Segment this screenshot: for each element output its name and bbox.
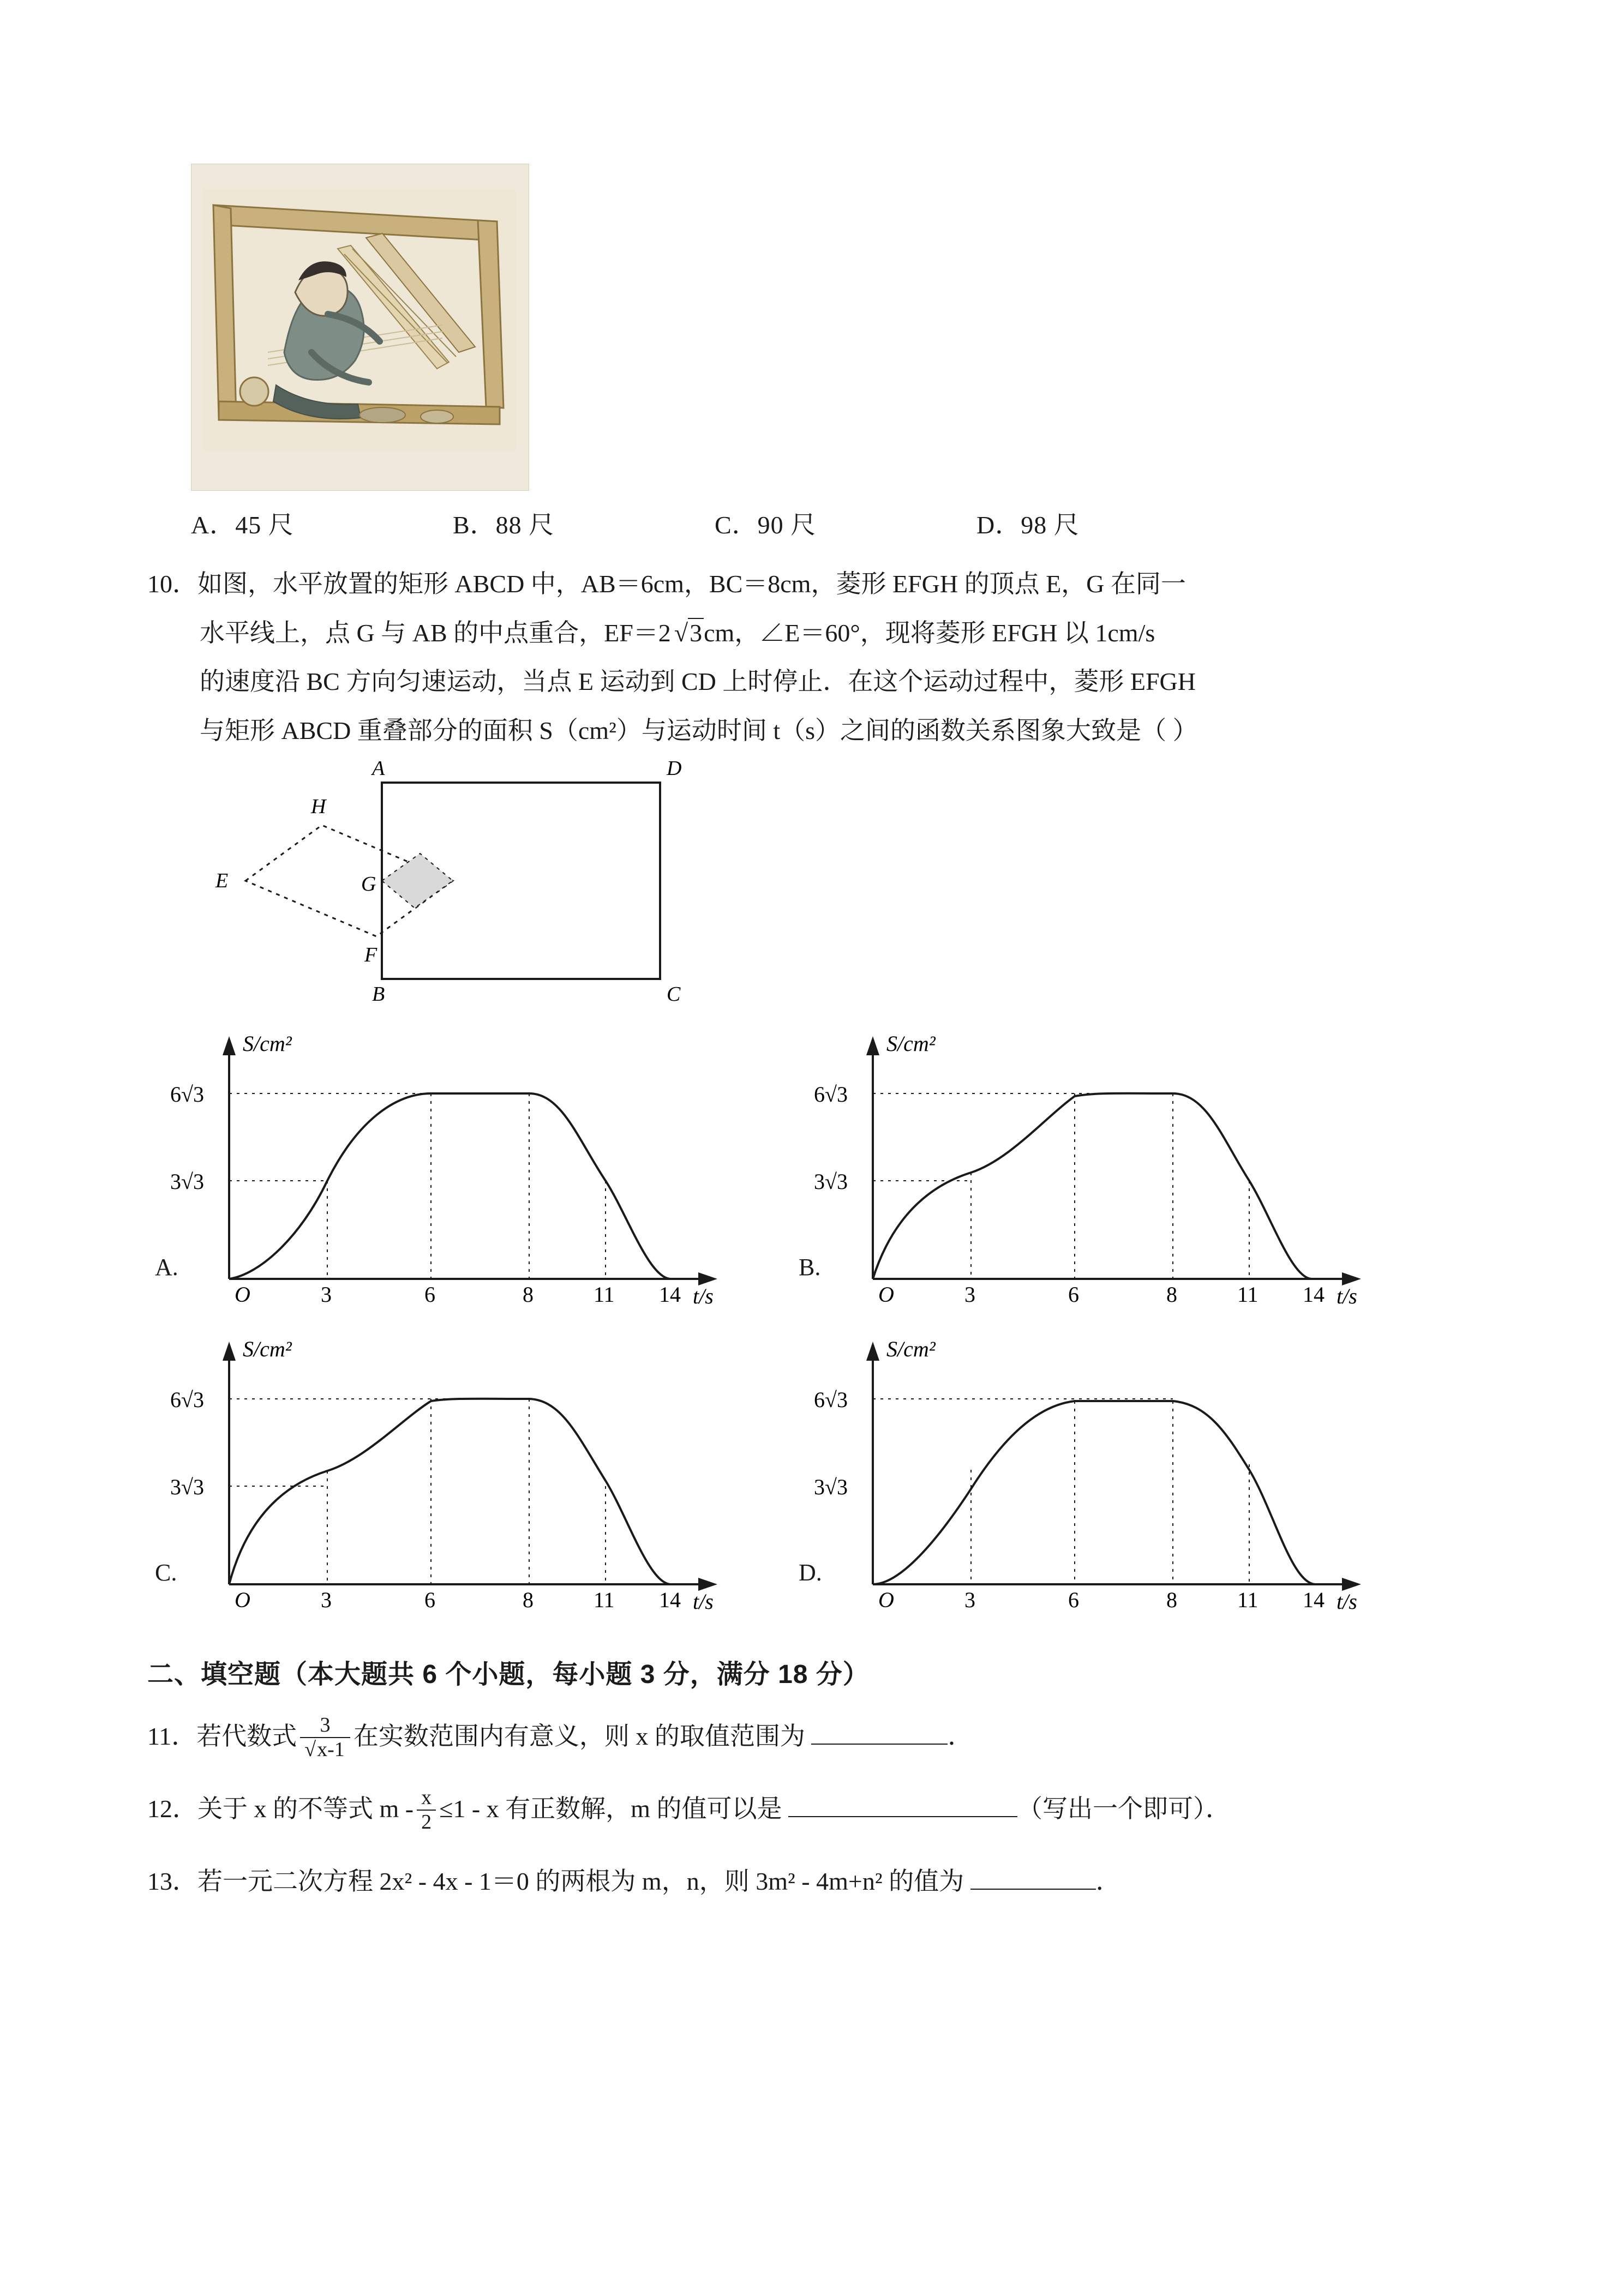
svg-text:S/cm²: S/cm² <box>243 1336 292 1361</box>
q13-text-a: 若一元二次方程 2x² - 4x - 1＝0 的两根为 m，n，则 3m² - 4m+n² 的值为 <box>197 1867 964 1895</box>
svg-text:14: 14 <box>659 1587 681 1612</box>
q12-answer-blank[interactable] <box>788 1816 1017 1817</box>
svg-text:3√3: 3√3 <box>814 1474 848 1499</box>
svg-text:3√3: 3√3 <box>170 1474 204 1499</box>
q10-answer-graphs <box>147 1023 1478 1633</box>
q12-tail: （写出一个即可）． <box>1017 1794 1231 1823</box>
ytick-6sqrt3: 6√3 <box>170 1081 204 1107</box>
label-D: D <box>667 760 682 780</box>
choice-b[interactable]: B．88 尺 <box>453 511 555 539</box>
label-E: E <box>215 869 229 892</box>
q10-line-2 <box>147 609 1478 658</box>
q11-numerator: 3 <box>320 1713 331 1736</box>
graph-c-label: C. <box>155 1559 177 1586</box>
svg-text:11: 11 <box>1237 1587 1259 1612</box>
yaxis-label: S/cm² <box>243 1031 292 1056</box>
q11-number: 11． <box>147 1722 197 1750</box>
svg-text:6√3: 6√3 <box>170 1387 204 1412</box>
label-H: H <box>311 795 326 818</box>
q9-choices <box>191 505 1478 541</box>
graph-option-a[interactable] <box>147 1023 791 1328</box>
q12-text-a: 关于 x 的不等式 m - <box>197 1794 414 1823</box>
label-B: B <box>372 982 385 1006</box>
graph-b-label: B. <box>799 1253 821 1281</box>
graph-option-d[interactable] <box>791 1328 1435 1633</box>
svg-text:6: 6 <box>1068 1282 1079 1307</box>
sqrt-3: √3 <box>671 609 704 658</box>
choice-c[interactable]: C．90 尺 <box>715 511 817 539</box>
label-C: C <box>667 982 681 1006</box>
svg-text:t/s: t/s <box>1337 1283 1357 1308</box>
question-10 <box>147 560 1478 755</box>
choice-d[interactable]: D．98 尺 <box>976 511 1080 539</box>
label-G: G <box>361 872 376 895</box>
graph-option-c[interactable] <box>147 1328 791 1633</box>
choice-a[interactable]: A．45 尺 <box>191 511 294 539</box>
q12-fraction <box>417 1786 436 1835</box>
q12-number: 12． <box>147 1794 197 1823</box>
svg-text:3: 3 <box>964 1587 975 1612</box>
svg-text:11: 11 <box>1237 1282 1259 1307</box>
q11-denominator: √x-1 <box>300 1737 350 1762</box>
question-11 <box>147 1712 1478 1763</box>
svg-text:6: 6 <box>424 1587 435 1612</box>
page-content <box>147 164 1478 1905</box>
section-2-heading: 二、填空题（本大题共 6 个小题，每小题 3 分，满分 18 分） <box>147 1660 870 1689</box>
svg-text:3√3: 3√3 <box>814 1169 848 1194</box>
svg-text:6√3: 6√3 <box>814 1387 848 1412</box>
svg-text:8: 8 <box>523 1587 534 1612</box>
radicand-3: 3 <box>688 618 704 647</box>
graph-row-1 <box>147 1023 1478 1328</box>
question-13 <box>147 1858 1478 1905</box>
q10-text-2b: cm，∠E＝60°，现将菱形 EFGH 以 1cm/s <box>704 618 1155 647</box>
ytick-3sqrt3: 3√3 <box>170 1169 204 1194</box>
q13-tail: ． <box>1095 1867 1121 1895</box>
label-F: F <box>364 943 377 966</box>
svg-text:6: 6 <box>1068 1587 1079 1612</box>
svg-text:O: O <box>235 1587 250 1612</box>
question-12 <box>147 1785 1478 1836</box>
svg-text:S/cm²: S/cm² <box>886 1336 936 1361</box>
xaxis-label: t/s <box>693 1283 714 1308</box>
xtick-11: 11 <box>594 1282 615 1307</box>
svg-text:8: 8 <box>1166 1282 1177 1307</box>
svg-text:6√3: 6√3 <box>814 1081 848 1107</box>
svg-text:11: 11 <box>594 1587 615 1612</box>
xtick-6: 6 <box>424 1282 435 1307</box>
q11-tail: ． <box>948 1722 973 1750</box>
svg-text:8: 8 <box>1166 1587 1177 1612</box>
q10-geometry-figure <box>147 761 1478 1017</box>
xtick-8: 8 <box>523 1282 534 1307</box>
loom-drawing <box>202 189 516 450</box>
q12-text-b: ≤1 - x 有正数解，m 的值可以是 <box>439 1794 782 1823</box>
q10-line-4: 与矩形 ABCD 重叠部分的面积 S（cm²）与运动时间 t（s）之间的函数关系图象大致是（ ） <box>200 717 1198 745</box>
graph-option-b[interactable] <box>791 1023 1435 1328</box>
graph-row-2 <box>147 1328 1478 1633</box>
svg-text:3: 3 <box>321 1587 332 1612</box>
q11-answer-blank[interactable] <box>811 1744 948 1745</box>
q12-numerator: x <box>421 1786 432 1809</box>
q10-number: 10． <box>147 570 197 598</box>
rectangle-rhombus-diagram <box>147 761 856 1017</box>
q13-number: 13． <box>147 1867 197 1895</box>
q10-line-3: 的速度沿 BC 方向匀速运动，当点 E 运动到 CD 上时停止．在这个运动过程中，菱形 EFGH <box>200 668 1196 696</box>
graph-a-label: A. <box>155 1253 178 1281</box>
q11-fraction <box>300 1714 350 1762</box>
svg-text:S/cm²: S/cm² <box>886 1031 936 1056</box>
svg-text:t/s: t/s <box>1337 1589 1357 1614</box>
xtick-3: 3 <box>321 1282 332 1307</box>
q13-answer-blank[interactable] <box>970 1889 1096 1890</box>
q10-text-1: 如图，水平放置的矩形 ABCD 中，AB＝6cm，BC＝8cm，菱形 EFGH 的顶点 E，G 在同一 <box>197 570 1186 598</box>
graph-d-label: D. <box>799 1559 822 1586</box>
loom-illustration <box>191 164 529 491</box>
svg-text:3: 3 <box>964 1282 975 1307</box>
q10-line-1 <box>147 560 1478 609</box>
origin-label: O <box>235 1282 250 1307</box>
q11-text-b: 在实数范围内有意义，则 x 的取值范围为 <box>353 1722 805 1750</box>
svg-text:14: 14 <box>1303 1282 1325 1307</box>
q12-denominator: 2 <box>417 1810 436 1835</box>
svg-text:t/s: t/s <box>693 1589 714 1614</box>
svg-text:O: O <box>878 1282 894 1307</box>
q10-text-2a: 水平线上，点 G 与 AB 的中点重合，EF＝2 <box>200 618 671 647</box>
svg-text:O: O <box>878 1587 894 1612</box>
label-A: A <box>372 760 385 780</box>
q11-text-a: 若代数式 <box>196 1722 297 1750</box>
xtick-14: 14 <box>659 1282 681 1307</box>
svg-text:14: 14 <box>1303 1587 1325 1612</box>
